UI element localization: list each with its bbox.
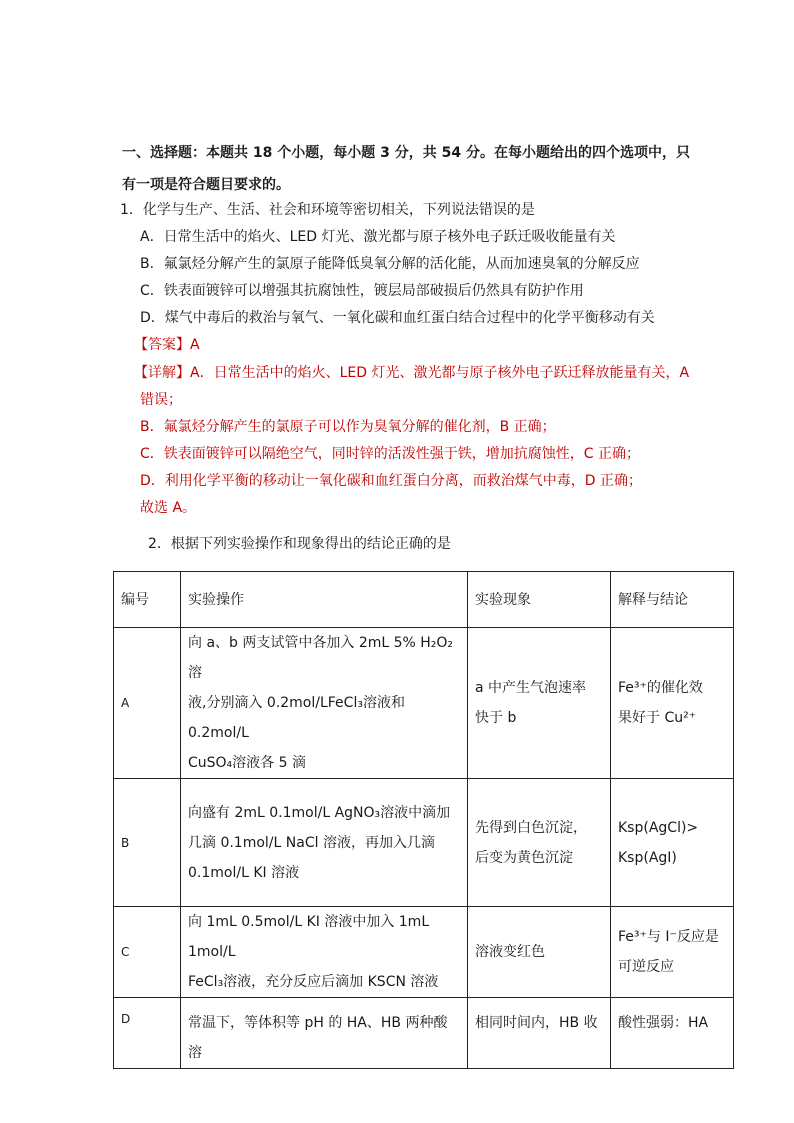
question-stem: 1．化学与生产、生活、社会和环境等密切相关，下列说法错误的是 [120, 202, 535, 218]
cell-line: CuSO₄溶液各 5 滴 [188, 755, 306, 771]
detail-line: 故选 A。 [140, 500, 197, 516]
cell-line: 液,分别滴入 0.2mol/LFeCl₃溶液和0.2mol/L [188, 695, 405, 741]
operation-cell [181, 998, 468, 1069]
cell-line: 向盛有 2mL 0.1mol/L AgNO₃溶液中滴加 [188, 804, 451, 821]
phenomenon-cell [468, 907, 611, 998]
option-d: D．煤气中毒后的救治与氧气、一氧化碳和血红蛋白结合过程中的化学平衡移动有关 [140, 310, 655, 326]
experiment-table [113, 571, 734, 1069]
header-cell: 编号 [114, 572, 181, 628]
detail-line: B．氟氯烃分解产生的氯原子可以作为臭氧分解的催化剂，B 正确； [140, 419, 556, 435]
detail-line: 【详解】A．日常生活中的焰火、LED 灯光、激光都与原子核外电子跃迁释放能量有关，A [134, 365, 690, 381]
row-id: A [114, 628, 181, 779]
answer-label: 【答案】A [134, 337, 200, 353]
header-cell: 实验操作 [181, 572, 468, 628]
cell-line: 果好于 Cu²⁺ [618, 710, 697, 726]
phenomenon-cell [468, 998, 611, 1069]
header-cell: 实验现象 [468, 572, 611, 628]
operation-cell [181, 628, 468, 779]
header-cell: 解释与结论 [611, 572, 734, 628]
cell-line: 向 a、b 两支试管中各加入 2mL 5% H₂O₂溶 [188, 635, 454, 681]
cell-line: 溶液变红色 [475, 944, 545, 960]
option-b: B．氟氯烃分解产生的氯原子能降低臭氧分解的活化能，从而加速臭氧的分解反应 [140, 256, 640, 272]
table-row [114, 907, 734, 998]
conclusion-cell [611, 998, 734, 1069]
conclusion-cell [611, 907, 734, 998]
section-header-line-1: 一、选择题：本题共 18 个小题，每小题 3 分，共 54 分。在每小题给出的四个选项中，只 [122, 145, 690, 161]
cell-line: 相同时间内，HB 收 [475, 1015, 598, 1031]
phenomenon-cell [468, 779, 611, 907]
section-header-line-2: 有一项是符合题目要求的。 [122, 177, 290, 193]
cell-line: 快于 b [475, 710, 517, 726]
question-stem: 2．根据下列实验操作和现象得出的结论正确的是 [148, 536, 451, 552]
conclusion-cell [611, 779, 734, 907]
option-c: C．铁表面镀锌可以增强其抗腐蚀性，镀层局部破损后仍然具有防护作用 [140, 283, 584, 299]
conclusion-cell [611, 628, 734, 779]
cell-line: 酸性强弱：HA [618, 1015, 709, 1031]
row-id: C [114, 907, 181, 998]
operation-cell [181, 907, 468, 998]
table-row [114, 628, 734, 779]
cell-line: 可逆反应 [618, 959, 674, 975]
cell-line: 几滴 0.1mol/L NaCl 溶液，再加入几滴 [188, 834, 435, 851]
table-row [114, 779, 734, 907]
phenomenon-cell [468, 628, 611, 779]
cell-line: 0.1mol/L KI 溶液 [188, 864, 300, 881]
cell-line: Ksp(AgCl)> [618, 819, 699, 836]
detail-line: 错误； [140, 392, 182, 408]
operation-cell [181, 779, 468, 907]
cell-line: a 中产生气泡速率 [475, 680, 587, 696]
cell-line: Ksp(AgI) [618, 849, 677, 866]
option-a: A．日常生活中的焰火、LED 灯光、激光都与原子核外电子跃迁吸收能量有关 [140, 229, 616, 245]
detail-line: D．利用化学平衡的移动让一氧化碳和血红蛋白分离，而救治煤气中毒，D 正确； [140, 473, 643, 489]
table-header-row [114, 572, 734, 628]
cell-line: FeCl₃溶液，充分反应后滴加 KSCN 溶液 [188, 974, 439, 990]
cell-line: Fe³⁺与 I⁻反应是 [618, 929, 719, 945]
row-id: B [114, 779, 181, 907]
cell-line: Fe³⁺的催化效 [618, 680, 703, 696]
row-id: D [114, 998, 181, 1069]
table-row [114, 998, 734, 1069]
cell-line: 向 1mL 0.5mol/L KI 溶液中加入 1mL 1mol/L [188, 914, 430, 960]
cell-line: 后变为黄色沉淀 [475, 849, 573, 866]
detail-line: C．铁表面镀锌可以隔绝空气，同时锌的活泼性强于铁，增加抗腐蚀性，C 正确； [140, 446, 640, 462]
cell-line: 常温下，等体积等 pH 的 HA、HB 两种酸溶 [188, 1015, 448, 1061]
cell-line: 先得到白色沉淀， [475, 819, 587, 836]
